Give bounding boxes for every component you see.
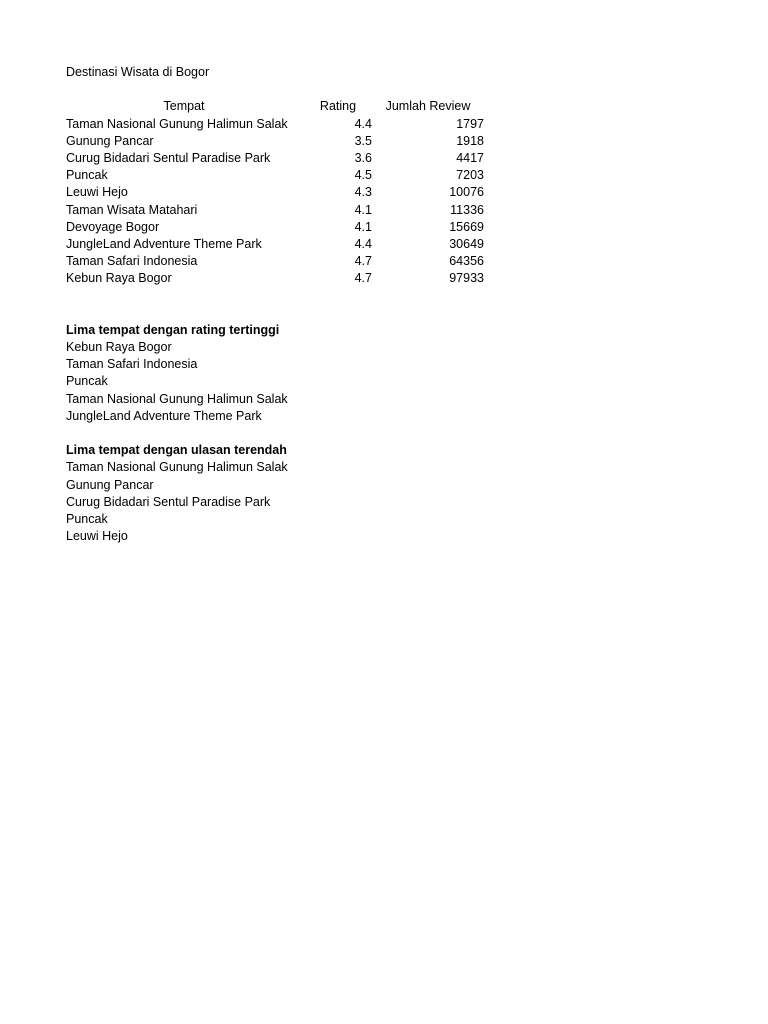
table-header-row <box>66 98 506 115</box>
cell-rating: 4.4 <box>354 116 372 131</box>
list-item <box>66 373 506 390</box>
cell-tempat: Devoyage Bogor <box>66 219 160 234</box>
cell-tempat: Taman Nasional Gunung Halimun Salak <box>66 116 288 131</box>
table-row <box>66 133 506 150</box>
lowest-reviews-heading-row <box>66 442 506 459</box>
top-rating-heading-row <box>66 322 506 339</box>
lowest-reviews-item: Curug Bidadari Sentul Paradise Park <box>66 494 271 509</box>
top-rating-item: JungleLand Adventure Theme Park <box>66 408 262 423</box>
table-row <box>66 116 506 133</box>
cell-review: 1797 <box>456 116 484 131</box>
top-rating-heading: Lima tempat dengan rating tertinggi <box>66 322 280 337</box>
cell-rating: 4.7 <box>354 271 372 286</box>
blank-row <box>66 305 506 322</box>
cell-rating: 4.7 <box>354 254 372 269</box>
top-rating-item: Puncak <box>66 374 108 389</box>
cell-review: 15669 <box>449 219 484 234</box>
cell-tempat: Kebun Raya Bogor <box>66 271 172 286</box>
cell-rating: 3.5 <box>354 133 372 148</box>
header-tempat: Tempat <box>163 99 205 114</box>
blank-row <box>66 287 506 304</box>
list-item <box>66 339 506 356</box>
table-row <box>66 150 506 167</box>
cell-tempat: JungleLand Adventure Theme Park <box>66 236 262 251</box>
cell-review: 10076 <box>449 185 484 200</box>
cell-review: 30649 <box>449 236 484 251</box>
lowest-reviews-heading: Lima tempat dengan ulasan terendah <box>66 443 287 458</box>
cell-rating: 4.5 <box>354 168 372 183</box>
cell-rating: 4.4 <box>354 236 372 251</box>
lowest-reviews-item: Taman Nasional Gunung Halimun Salak <box>66 460 288 475</box>
list-item <box>66 408 506 425</box>
table-row <box>66 270 506 287</box>
cell-rating: 4.3 <box>354 185 372 200</box>
list-item <box>66 494 506 511</box>
spreadsheet-page <box>66 64 506 545</box>
sheet-title-row <box>66 64 506 81</box>
list-item <box>66 511 506 528</box>
cell-review: 1918 <box>456 133 484 148</box>
blank-row <box>66 425 506 442</box>
blank-row <box>66 81 506 98</box>
cell-tempat: Curug Bidadari Sentul Paradise Park <box>66 150 271 165</box>
cell-tempat: Puncak <box>66 168 108 183</box>
sheet-title: Destinasi Wisata di Bogor <box>66 65 210 79</box>
header-rating: Rating <box>319 99 357 114</box>
lowest-reviews-item: Gunung Pancar <box>66 477 154 492</box>
cell-tempat: Leuwi Hejo <box>66 185 128 200</box>
table-row <box>66 184 506 201</box>
table-row <box>66 167 506 184</box>
cell-tempat: Gunung Pancar <box>66 133 154 148</box>
cell-rating: 4.1 <box>354 219 372 234</box>
cell-tempat: Taman Wisata Matahari <box>66 202 198 217</box>
list-item <box>66 356 506 373</box>
cell-rating: 3.6 <box>354 150 372 165</box>
cell-review: 11336 <box>450 202 484 217</box>
list-item <box>66 459 506 476</box>
list-item <box>66 528 506 545</box>
cell-tempat: Taman Safari Indonesia <box>66 254 198 269</box>
cell-review: 97933 <box>449 271 484 286</box>
table-row <box>66 202 506 219</box>
cell-rating: 4.1 <box>354 202 372 217</box>
top-rating-item: Taman Nasional Gunung Halimun Salak <box>66 391 288 406</box>
lowest-reviews-item: Puncak <box>66 511 108 526</box>
cell-review: 4417 <box>456 150 484 165</box>
table-row <box>66 219 506 236</box>
list-item <box>66 391 506 408</box>
top-rating-item: Kebun Raya Bogor <box>66 340 172 354</box>
lowest-reviews-item: Leuwi Hejo <box>66 529 128 544</box>
list-item <box>66 477 506 494</box>
table-row <box>66 253 506 270</box>
table-row <box>66 236 506 253</box>
top-rating-item: Taman Safari Indonesia <box>66 357 198 372</box>
cell-review: 64356 <box>449 254 484 269</box>
header-jumlah-review: Jumlah Review <box>385 99 471 114</box>
cell-review: 7203 <box>456 168 484 183</box>
